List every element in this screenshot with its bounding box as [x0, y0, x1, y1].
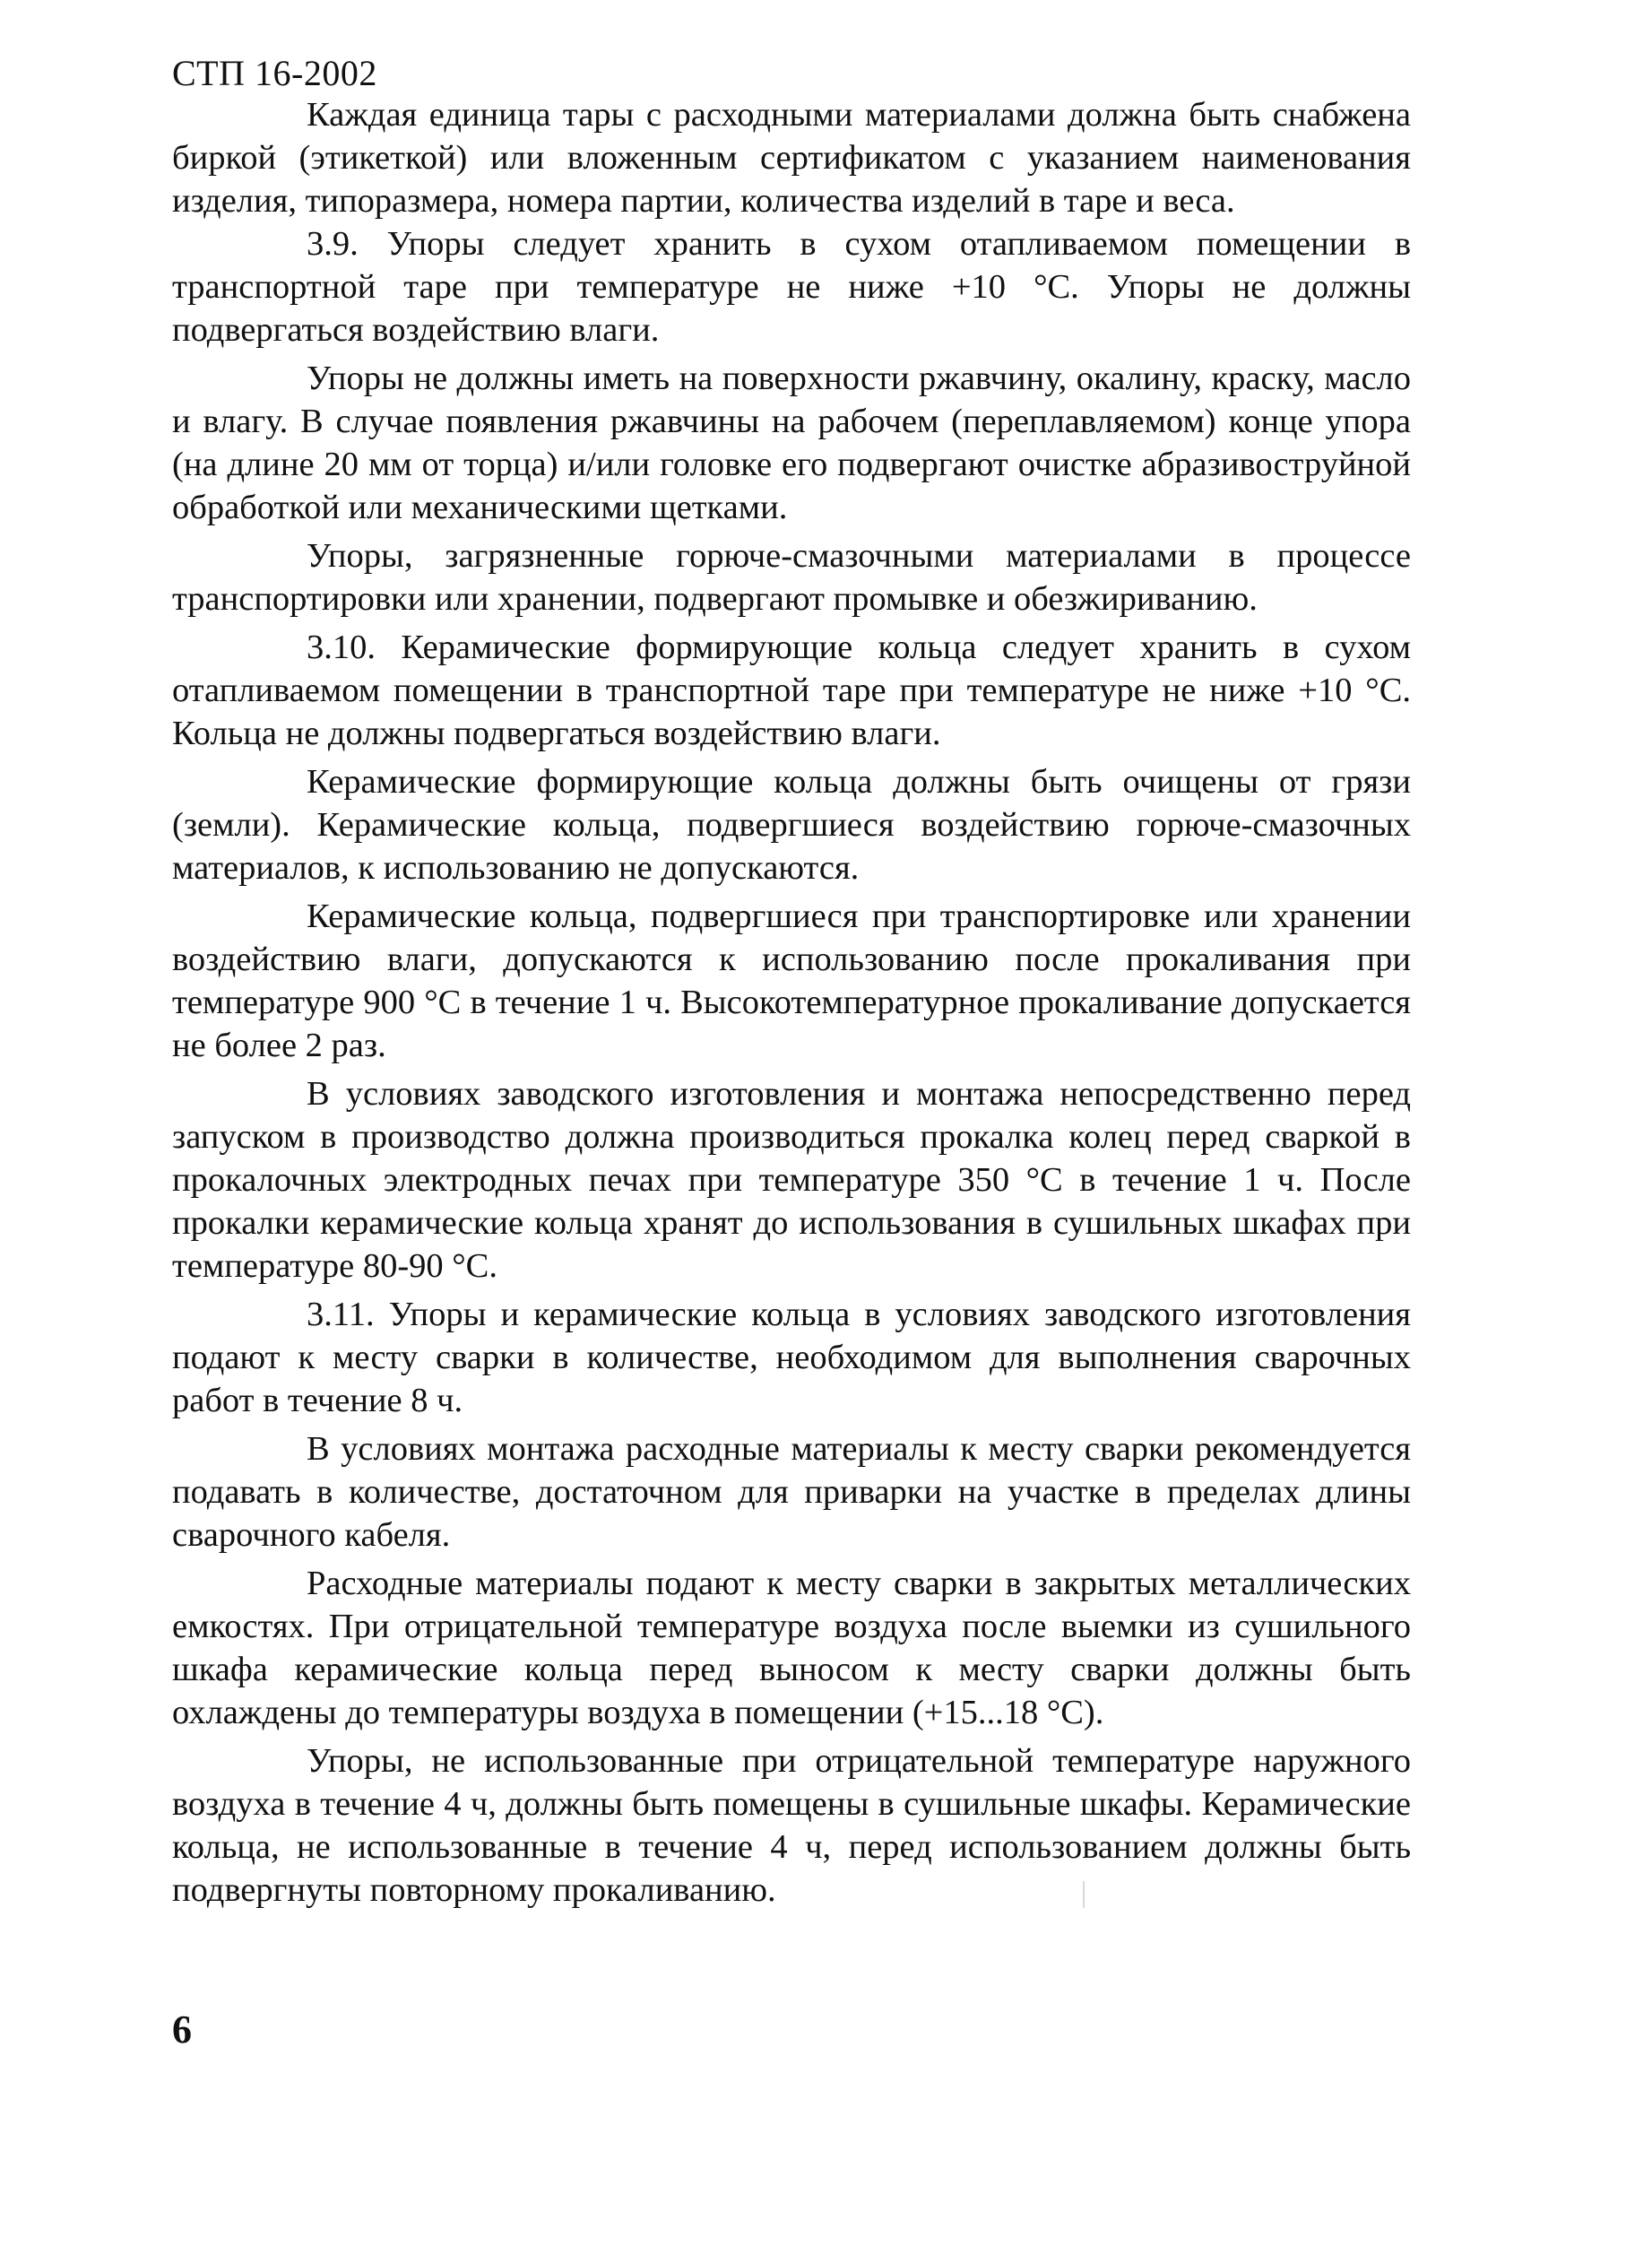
paragraph-10: В условиях монтажа расходные материалы к месту сварки рекомендуется подавать в количестве, достаточном для приварки на участке в пределах длины сварочного кабеля.	[172, 1430, 1411, 1554]
paragraph-1: Каждая единица тары с расходными материалами должна быть снабжена биркой (этикеткой) или вложенным сертификатом с указанием наименования изделия, типоразмера, номера партии, количества изделий в таре и веса.	[172, 96, 1411, 220]
paragraph-4: Упоры, загрязненные горюче-смазочными материалами в процессе транспортировки или хранении, подвергают промывке и обезжириванию.	[172, 537, 1411, 618]
paragraph-8: В условиях заводского изготовления и монтажа непосредственно перед запуском в производство должна производиться прокалка колец перед сваркой в прокалочных электродных печах при температуре 350 °С в течение 1 ч. После прокалки керамические кольца хранят до использования в сушильных шкафах при температуре 80-90 °С.	[172, 1075, 1411, 1285]
paragraph-6: Керамические формирующие кольца должны быть очищены от грязи (земли). Керамические кольца, подвергшиеся воздействию горюче-смазочных материалов, к использованию не допускаются.	[172, 763, 1411, 887]
paragraph-7: Керамические кольца, подвергшиеся при транспортировке или хранении воздействию влаги, допускаются к использованию после прокаливания при температуре 900 °С в течение 1 ч. Высокотемпературное прокаливание допускается не более 2 раз.	[172, 898, 1411, 1064]
scan-mark	[1083, 1881, 1085, 1908]
paragraph-2: 3.9. Упоры следует хранить в сухом отапливаемом помещении в транспортной таре при температуре не ниже +10 °С. Упоры не должны подвергаться воздействию влаги.	[172, 225, 1411, 349]
page-number: 6	[172, 2008, 192, 2051]
paragraph-11: Расходные материалы подают к месту сварки в закрытых металлических емкостях. При отрицательной температуре воздуха после выемки из сушильного шкафа керамические кольца перед выносом к месту сварки должны быть охлаждены до температуры воздуха в помещении (+15...18 °С).	[172, 1565, 1411, 1731]
paragraph-5: 3.10. Керамические формирующие кольца следует хранить в сухом отапливаемом помещении в транспортной таре при температуре не ниже +10 °С. Кольца не должны подвергаться воздействию влаги.	[172, 629, 1411, 752]
paragraph-3: Упоры не должны иметь на поверхности ржавчину, окалину, краску, масло и влагу. В случае появления ржавчины на рабочем (переплавляемом) конце упора (на длине 20 мм от торца) и/или головке его подвергают очистке абразивоструйной обработкой или механическими щетками.	[172, 360, 1411, 526]
document-header: СТП 16-2002	[172, 53, 377, 93]
paragraph-9: 3.11. Упоры и керамические кольца в условиях заводского изготовления подают к месту сварки в количестве, необходимом для выполнения сварочных работ в течение 8 ч.	[172, 1296, 1411, 1419]
document-body	[172, 93, 1411, 1917]
paragraph-12: Упоры, не использованные при отрицательной температуре наружного воздуха в течение 4 ч, должны быть помещены в сушильные шкафы. Керамические кольца, не использованные в течение 4 ч, перед использованием должны быть подвергнуты повторному прокаливанию.	[172, 1742, 1411, 1909]
